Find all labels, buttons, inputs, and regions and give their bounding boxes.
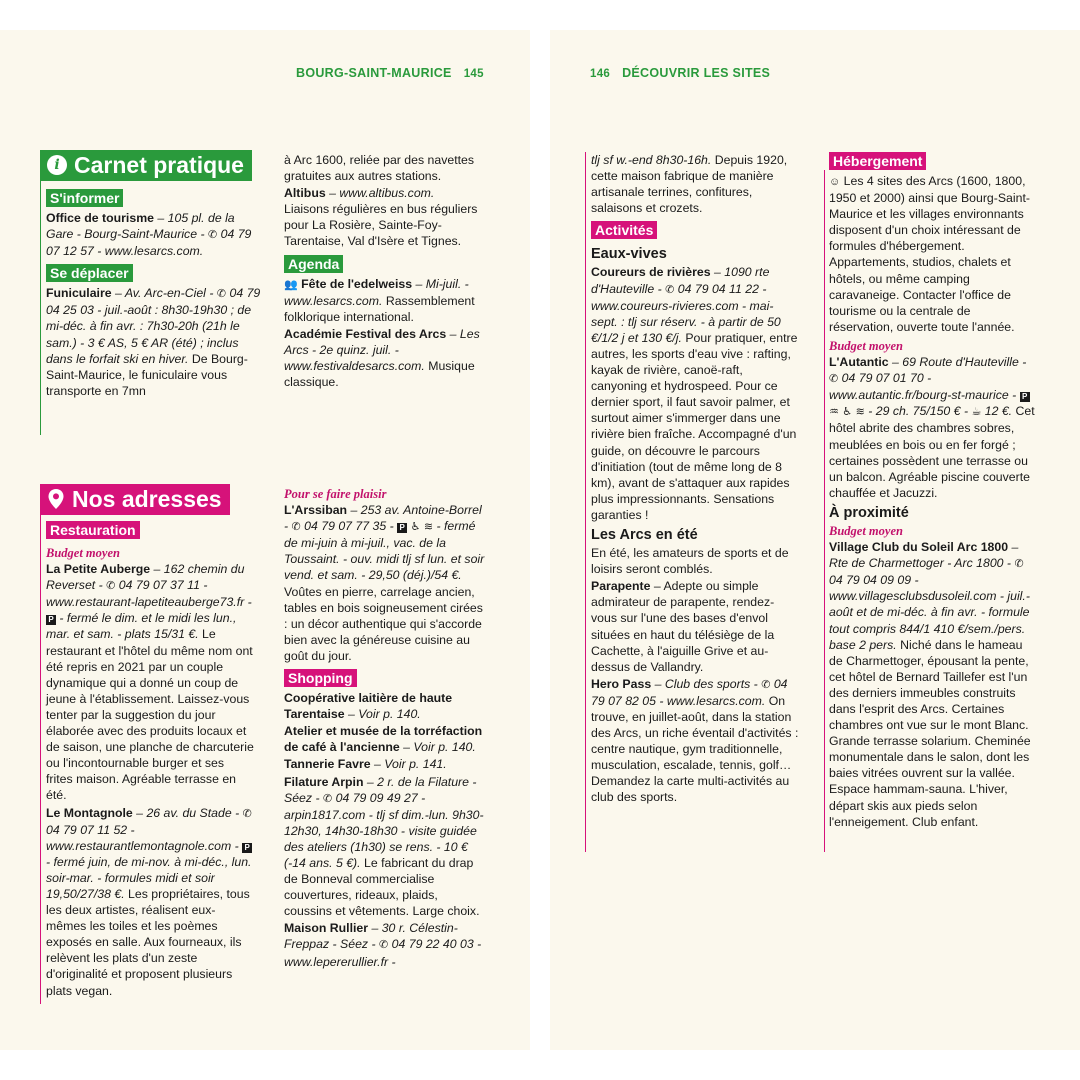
entry-funiculaire: Funiculaire – Av. Arc-en-Ciel - ✆ 04 79 04 25 03 - juil.-août : 8h30-19h30 ; de mi-déc. à fin avr. : 7h30-20h (21h le sam.) - 3 € AS, 5 € AR (été) ; inclus dans le forfait ski en hiver. De Bourg-Saint-Maurice, le funiculaire vous transporte en 7mn (46, 286, 261, 398)
phone-icon: ✆ (106, 580, 116, 593)
phone-icon: ✆ (1014, 558, 1024, 571)
entry-coureurs: Coureurs de rivières – 1090 rte d'Hauteville - ✆ 04 79 04 11 22 - www.coureurs-rivieres.com - mai-sept. : tlj sur réserv. - à partir de 50 €/1/2 j et 130 €/j. Pour pratiquer, entre autres, les sports d'eau vive : rafting, kayak de rivière, canoë-raft, canyoning et hydrospeed. Pour ce dernier sport, il faut savoir palmer, et surtout aimer s'immerger dans une rivière bien fraîche. Accompagné d'un guide, on découvre le parcours d'initiation (tout de même long de 8 km), avant de s'attaquer aux rapides plus impressionnants. Sensations garanties ! (591, 265, 798, 522)
parking-icon: P (397, 523, 407, 533)
parking-icon: P (242, 843, 252, 853)
phone-icon: ✆ (829, 373, 839, 386)
breakfast-icon: ☕ (971, 406, 982, 419)
entry-village-club: Village Club du Soleil Arc 1800 – Rte de Charmettoger - Arc 1800 - ✆ 04 79 04 09 09 - www.villagesclubsdusoleil.com - juil.-août et de mi-déc. à fin avr. - formule tout compris 844/1 410 €/sem./pers. base 2 pers. Niché dans le hameau de Charmettoger, épousant la pente, cet hôtel de Bernard Taillefer est l'un des derniers immeubles construits dans l'esprit des Arcs. Certaines chambres ont vue sur le mont Blanc. Grande terrasse solarium. Cheminée monumentale dans le salon, dont les baies vitrées ouvrent sur la vallée. Espace hammam-sauna. L'hiver, départ skis aux pieds selon l'enneigement. Club enfant. (829, 540, 1031, 829)
budget-label: Budget moyen (829, 338, 903, 353)
subhead-eaux-vives: Eaux-vives (591, 246, 667, 263)
phone-icon: ✆ (379, 939, 389, 952)
divider-line (40, 514, 41, 1004)
entry-hero-pass: Hero Pass – Club des sports - ✆ 04 79 07 82 05 - www.lesarcs.com. On trouve, en juillet-août, dans la station des Arcs, un riche éventail d'activités : centre nautique, gym traditionnelle, musculation, escalade, tennis, golf… Demandez la carte multi-activités au club des sports. (591, 676, 799, 805)
section-title-left: BOURG-SAINT-MAURICE (296, 66, 452, 80)
divider-line (585, 152, 586, 852)
section-title-right: DÉCOUVRIR LES SITES (622, 66, 771, 80)
phone-icon: ✆ (322, 792, 333, 805)
tag-agenda: Agenda (284, 255, 343, 273)
entry-filature: Filature Arpin – 2 r. de la Filature - Séez - ✆ 04 79 09 49 27 - arpin1817.com - tlj sf dim.-lun. 9h30-12h30, 14h30-18h30 - visite guidée des ateliers (1h30) se rens. - 10 € (-14 ans. 5 €). Le fabricant du drap de Bonneval commercialise couvertures, rideaux, plaids, coussins et vêtements. Large choix. (284, 774, 484, 919)
page-number-right: 146 (590, 68, 611, 80)
location-pin-icon (47, 488, 65, 510)
phone-icon: ✆ (216, 288, 227, 301)
entry-fete: 👥 Fête de l'edelweiss – Mi-juil. - www.lesarcs.com. Rassemblement folklorique international. (284, 276, 475, 324)
entry-academie: Académie Festival des Arcs – Les Arcs - 2e quinz. juil. - www.festivaldesarcs.com. Musique classique. (284, 326, 480, 390)
page-number-left: 145 (463, 68, 484, 80)
column-four (284, 483, 489, 971)
tag-hebergement: Hébergement (829, 152, 926, 170)
smiley-icon: ☺ (829, 176, 841, 188)
entry-atelier: Atelier et musée de la torréfaction de café à l'ancienne – Voir p. 140. (284, 724, 483, 755)
entry-office: Office de tourisme – 105 pl. de la Gare - Bourg-Saint-Maurice - ✆ 04 79 07 12 57 - www.lesarcs.com. (46, 211, 252, 259)
entry-cooperative: Coopérative laitière de haute Tarentaise – Voir p. 140. (284, 691, 453, 722)
accessible-icon: ♿ (410, 521, 421, 534)
entry-rullier: Maison Rullier – 30 r. Célestin-Freppaz - Séez - ✆ 04 79 22 40 03 - www.lepererullier.fr - (284, 921, 482, 969)
arcs-ete-intro: En été, les amateurs de sports et de loisirs seront comblés. (591, 546, 789, 577)
phone-icon: ✆ (207, 229, 218, 242)
subhead-proximite: À proximité (829, 504, 909, 521)
adresses-title: Nos adresses (40, 484, 230, 515)
entry-petite-auberge: La Petite Auberge – 162 chemin du Reverset - ✆ 04 79 07 37 11 - www.restaurant-lapetiteauberge73.fr - P - fermé le dim. et le midi les lun., mar. et sam. - plats 15/31 €. Le restaurant et l'hôtel du même nom ont été repris en 2021 par un couple dynamique qui a donné un coup de jeune à l'établissement. Laissez-vous tenter par la suggestion du jour élaborée avec des produits locaux et de saison, une planche de charcuterie ou l'incontournable burger et ses frites maison. Agréable terrasse en été. (46, 562, 254, 803)
adresses-column (40, 484, 254, 1000)
column-six (829, 152, 1036, 831)
carnet-title: i Carnet pratique (40, 150, 252, 181)
divider-line (824, 170, 825, 852)
divider-line (40, 181, 41, 435)
plaisir-label: Pour se faire plaisir (284, 487, 387, 501)
tag-shopping: Shopping (284, 669, 357, 687)
phone-icon: ✆ (665, 283, 675, 296)
tag-restauration: Restauration (46, 521, 140, 539)
accessible-icon: ♿ (842, 406, 853, 419)
entry-parapente: Parapente – Adepte ou simple admirateur de parapente, rendez-vous sur l'une des bases d'envol situées en haut du télésiège de la Cachette, à l'aiguille Grive et au-dessus de Vallandry. (591, 579, 775, 674)
parking-icon: P (1020, 392, 1030, 402)
column-two (284, 152, 489, 391)
tag-activites: Activités (591, 221, 657, 239)
phone-icon: ✆ (242, 807, 252, 820)
entry-tannerie: Tannerie Favre – Voir p. 141. (284, 757, 447, 772)
parking-icon: P (46, 615, 56, 625)
running-head-left (296, 66, 484, 80)
hebergement-intro: ☺ Les 4 sites des Arcs (1600, 1800, 1950 et 2000) ainsi que Bourg-Saint-Maurice et les villages environnants disposent d'un choix intéressant de formules d'hébergement. Appartements, studios, chalets et hôtels, ou même camping caravaneige. Contacter l'office de tourisme ou la centrale de réservation, ouverte toute l'année. (829, 174, 1030, 334)
adresses-body (40, 515, 254, 999)
info-icon: i (47, 155, 67, 175)
budget-label: Budget moyen (829, 523, 903, 538)
budget-label: Budget moyen (46, 546, 120, 560)
wifi-icon: ≋ (855, 406, 865, 419)
pool-icon: ♒ (829, 406, 839, 419)
entry-arssiban: L'Arssiban – 253 av. Antoine-Borrel - ✆ 04 79 07 77 35 - P ♿ ≋ - fermé de mi-juin à mi-juil., vac. de la Toussaint. - ouv. midi tlj sf lun. et soir vend. et sam. - 29,50 (déj.)/54 €. Voûtes en pierre, carrelage ancien, tables en bois soigneusement cirées : un décor authentique qui s'accorde bien avec la généreuse cuisine au goût du jour. (284, 503, 485, 663)
entry-altibus: Altibus – www.altibus.com. Liaisons régulières en bus réguliers pour La Rosière, Sainte-Foy-Tarentaise, Val d'Isère et Tignes. (284, 186, 478, 249)
wifi-icon: ≋ (423, 521, 434, 534)
group-icon: 👥 (284, 278, 298, 291)
phone-icon: ✆ (291, 521, 301, 534)
cooperative-cont: tlj sf w.-end 8h30-16h. Depuis 1920, cette maison fabrique de manière artisanale terrines, confitures, salaisons et crozets. (591, 153, 788, 216)
entry-montagnole: Le Montagnole – 26 av. du Stade - ✆ 04 79 07 11 52 - www.restaurantlemontagnole.com - P - fermé juin, de mi-nov. à mi-déc., lun. soir-mar. - formules midi et soir 19,50/27/38 €. Les propriétaires, tous les deux artistes, réalisent eux-mêmes les toiles et les poèmes exposés en salle. Aux fourneaux, ils relèvent les plats d'un zeste d'originalité et proposent plusieurs plats vegan. (46, 805, 252, 998)
tag-informer: S'informer (46, 189, 123, 207)
carnet-body (40, 181, 262, 399)
entry-autantic: L'Autantic – 69 Route d'Hauteville - ✆ 04 79 07 01 70 - www.autantic.fr/bourg-st-maurice - P ♒ ♿ ≋ - 29 ch. 75/150 € - ☕ 12 €. Cet hôtel abrite des chambres sobres, meublées en bois ou en fer forgé ; certaines possèdent une terrasse ou un balcon. Agréable piscine couverte chauffée et Jacuzzi. (829, 355, 1035, 500)
subhead-arcs-ete: Les Arcs en été (591, 526, 698, 543)
column-five (591, 152, 799, 807)
phone-icon: ✆ (761, 678, 771, 691)
funiculaire-cont: à Arc 1600, reliée par des navettes gratuites aux autres stations. (284, 153, 475, 184)
tag-deplacer: Se déplacer (46, 264, 133, 282)
carnet-column (40, 150, 262, 400)
running-head-right (590, 66, 770, 80)
